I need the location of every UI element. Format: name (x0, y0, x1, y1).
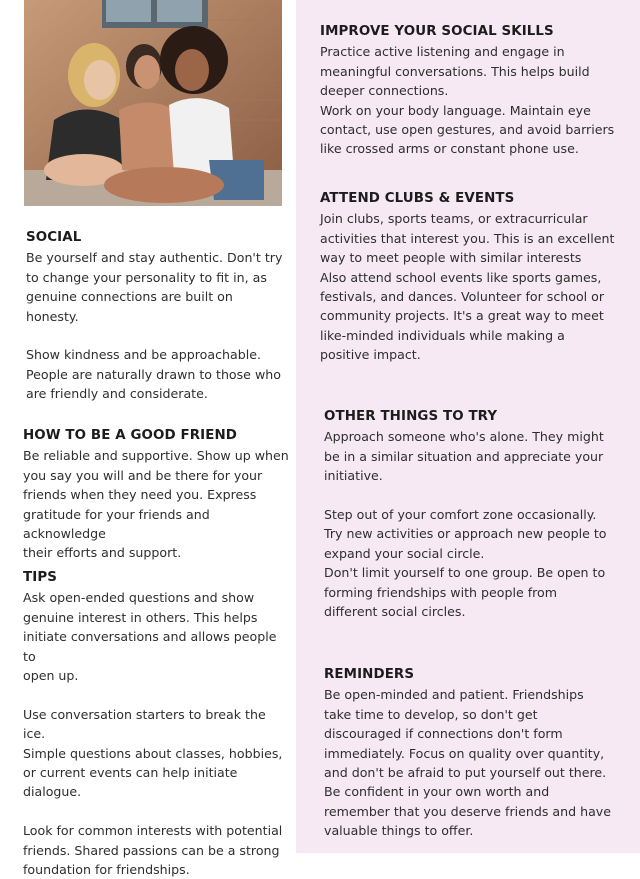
social-paragraph-1: Be yourself and stay authentic. Don't try to change your personality to fit in, as genuine connections are built on honesty. (26, 250, 283, 324)
social-heading: SOCIAL (26, 230, 82, 245)
reminders-section (324, 665, 636, 841)
friends-photo (24, 0, 282, 206)
social-section (26, 228, 288, 404)
improve-social-skills-heading: IMPROVE YOUR SOCIAL SKILLS (320, 24, 554, 39)
reminders-heading: REMINDERS (324, 667, 415, 682)
improve-social-skills-paragraph: Practice active listening and engage in meaningful conversations. This helps build deeper connections. Work on your body language. Maintain eye contact, use open gestures, and avoid barriers like crossed arms or constant phone use. (320, 44, 615, 157)
social-paragraph-2: Show kindness and be approachable. People are naturally drawn to those who are friendly and considerate. (26, 347, 281, 402)
reminders-paragraph: Be open-minded and patient. Friendships take time to develop, so don't get discouraged if connections don't form immediately. Focus on quality over quantity, and don't be afraid to put yourself out there. Be confident in your own worth and remember that you deserve friends and have valuable things to offer. (324, 687, 612, 839)
good-friend-paragraph: Be reliable and supportive. Show up when you say you will and be there for your friends when they need you. Express gratitude for your friends and acknowledge their efforts and support. (23, 448, 289, 561)
tips-section (23, 568, 291, 879)
other-things-paragraph-1: Approach someone who's alone. They might be in a similar situation and appreciate your initiative. (324, 429, 604, 484)
good-friend-section (23, 426, 291, 563)
other-things-section (324, 407, 636, 621)
tips-paragraph-1: Ask open-ended questions and show genuine interest in others. This helps initiate conversations and allows people to open up. (23, 590, 277, 684)
other-things-paragraph-2: Step out of your comfort zone occasionally. Try new activities or approach new people to expand your social circle. Don't limit yourself to one group. Be open to forming friendships with people from different social circles. (324, 507, 607, 620)
tips-paragraph-3: Look for common interests with potential friends. Shared passions can be a strong foundation for friendships. (23, 823, 283, 878)
tips-paragraph-2: Use conversation starters to break the ice. Simple questions about classes, hobbies, or current events can help initiate dialogue. (23, 706, 283, 800)
clubs-events-section (320, 189, 632, 365)
tips-heading: TIPS (23, 570, 57, 585)
other-things-heading: OTHER THINGS TO TRY (324, 409, 498, 424)
good-friend-heading: HOW TO BE A GOOD FRIEND (23, 428, 237, 443)
clubs-events-paragraph: Join clubs, sports teams, or extracurricular activities that interest you. This is an excellent way to meet people with similar interests Also attend school events like sports games, festivals, and dances. Volunteer for school or community projects. It's a great way to meet like-minded individuals while making a positive impact. (320, 211, 615, 363)
improve-social-skills-section (320, 22, 632, 159)
clubs-events-heading: ATTEND CLUBS & EVENTS (320, 191, 515, 206)
